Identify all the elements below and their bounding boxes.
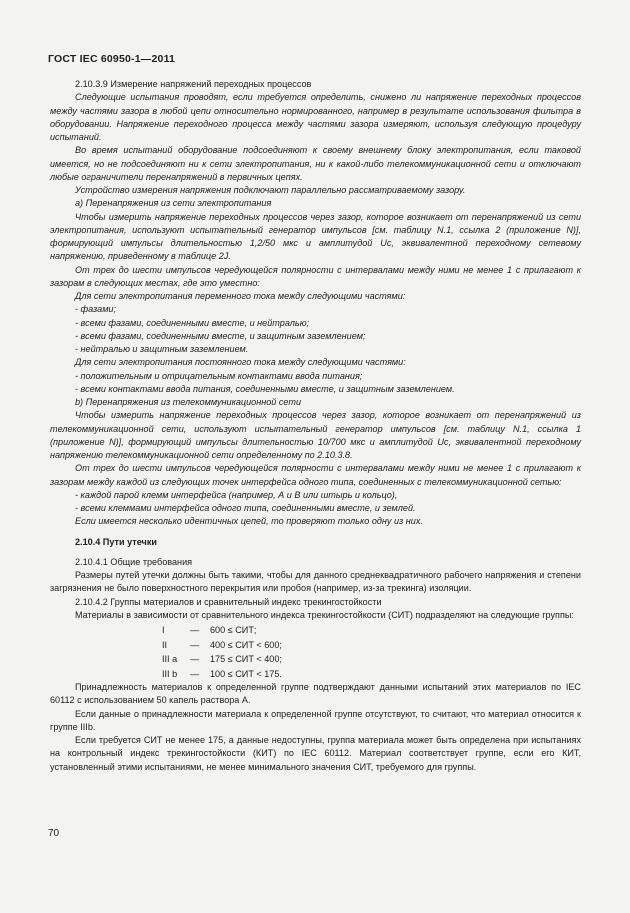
group-range: 400 ≤ СИТ < 600; xyxy=(210,639,282,650)
paragraph: Материалы в зависимости от сравнительного индекса трекингостойкости (СИТ) подразделяют на следующие группы: xyxy=(75,609,574,620)
group-label: I xyxy=(162,625,165,635)
group-dash: — xyxy=(190,625,200,635)
subsection-title-2-10-4-1: 2.10.4.1 Общие требования xyxy=(75,556,193,567)
list-item: - всеми клеммами интерфейса одного типа, соединенными вместе, и землей. xyxy=(75,503,416,513)
group-label: III b xyxy=(162,668,178,679)
paragraph: Чтобы измерить напряжение переходных процессов через зазор, которое возникает от перенапряжений из сети электропитания, используют испытательный генератор импульсов [см. таблицу N.1, ссылка 2 (приложение N)], формирующий импульсы длительностью 1,2/50 мкс и амплитудой Uc, эквивалентной переходному сетевому напряжению, приведенному в таблице 2J. xyxy=(50,211,581,262)
paragraph: Размеры путей утечки должны быть такими, чтобы для данного среднеквадратичного рабочего напряжения и степени загрязнения не было поверхностного перекрытия или пробоя (например, из-за трекинга) изоляции. xyxy=(50,570,581,594)
paragraph: Следующие испытания проводят, если требуется определить, снижено ли напряжение переходных процессов между частями зазора в любой цепи относительно нормированного, например в результате использования фильтра в оборудовании. Напряжение переходного процесса между частями зазора измеряют, используя следующую процедуру испытаний. xyxy=(50,92,581,142)
list-item: - всеми фазами, соединенными вместе, и защитным заземлением; xyxy=(75,330,366,341)
paragraph: От трех до шести импульсов чередующейся полярности с интервалами между ними не менее 1 с прилагают к зазорам между каждой из следующих точек интерфейса одного типа, соединенных с телекоммуникационной сетью: xyxy=(50,463,581,487)
paragraph: Принадлежность материалов к определенной группе подтверждают данными испытаний этих материалов по IEC 60112 с использованием 50 капель раствора А. xyxy=(50,682,581,706)
subsection-title-2-10-3-9: 2.10.3.9 Измерение напряжений переходных процессов xyxy=(75,79,312,89)
section-title-2-10-4: 2.10.4 Пути утечки xyxy=(75,536,157,547)
list-item: - всеми контактами ввода питания, соединенными вместе, и защитным заземлением. xyxy=(75,383,455,394)
paragraph: Для сети электропитания постоянного тока между следующими частями: xyxy=(75,357,406,368)
material-group-row xyxy=(50,623,581,638)
material-groups-list xyxy=(50,623,581,681)
group-dash: — xyxy=(190,668,200,679)
page-number: 70 xyxy=(48,828,60,839)
list-item: - каждой парой клемм интерфейса (например, А и В или штырь и кольцо), xyxy=(75,489,398,500)
group-range: 100 ≤ СИТ < 175. xyxy=(210,668,282,679)
paragraph: Во время испытаний оборудование подсоединяют к своему внешнему блоку электропитания, если таковой имеется, но не подсоединяют ни к сети электропитания, ни к какой-либо телекоммуникационной сети и отключают любые ограничители перенапряжений в первичных цепях. xyxy=(50,145,581,182)
list-item: - фазами; xyxy=(75,304,117,315)
material-group-row xyxy=(50,652,581,667)
paragraph: От трех до шести импульсов чередующейся полярности с интервалами между ними не менее 1 с прилагают к зазорам в следующих местах, где это уместно: xyxy=(50,264,581,288)
list-item: - положительным и отрицательным контактами ввода питания; xyxy=(75,370,363,381)
paragraph: Если имеется несколько идентичных цепей, то проверяют только одну из них. xyxy=(75,516,423,527)
group-range: 175 ≤ СИТ < 400; xyxy=(210,654,282,664)
paragraph: Если данные о принадлежности материала к определенной группе отсутствуют, то считают, что материал относится к группе IIIb. xyxy=(50,708,581,732)
list-item: - всеми фазами, соединенными вместе, и нейтралью; xyxy=(75,317,310,328)
material-group-row xyxy=(50,667,581,682)
group-dash: — xyxy=(190,654,200,664)
list-heading-a: а) Перенапряжения из сети электропитания xyxy=(75,198,272,209)
paragraph: Если требуется СИТ не менее 175, а данные недоступны, группа материала может быть определена при испытаниях на контрольный индекс трекингостойкости (КИТ) по IEC 60112. Материал соответствует группе, если его КИТ, установленный этими испытаниями, не менее минимального значения СИТ, требуемого для группы. xyxy=(50,735,581,772)
group-label: III a xyxy=(162,654,178,664)
subsection-title-2-10-4-2: 2.10.4.2 Группы материалов и сравнительный индекс трекингостойкости xyxy=(75,596,382,607)
paragraph: Устройство измерения напряжения подключают параллельно рассматриваемому зазору. xyxy=(75,185,466,195)
group-range: 600 ≤ СИТ; xyxy=(210,625,257,635)
list-heading-b: b) Перенапряжения из телекоммуникационной сети xyxy=(75,397,302,407)
material-group-row xyxy=(50,638,581,653)
document-header: ГОСТ IEC 60950-1—2011 xyxy=(48,53,176,65)
group-label: II xyxy=(162,639,168,650)
list-item: - нейтралью и защитным заземлением. xyxy=(75,344,249,354)
paragraph: Для сети электропитания переменного тока между следующими частями: xyxy=(75,291,406,301)
group-dash: — xyxy=(190,639,200,650)
document-body xyxy=(50,78,581,774)
paragraph: Чтобы измерить напряжение переходных процессов через зазор, которое возникает от перенапряжений из телекоммуникационной сети, используют испытательный генератор импульсов [см. таблицу N.1, ссылка 1 (приложение N)], формирующий импульсы длительностью 10/700 мкс и амплитудой Uc, эквивалентной переходному напряжению телекоммуникационной сети определенному по 2.10.3.8. xyxy=(50,410,581,460)
